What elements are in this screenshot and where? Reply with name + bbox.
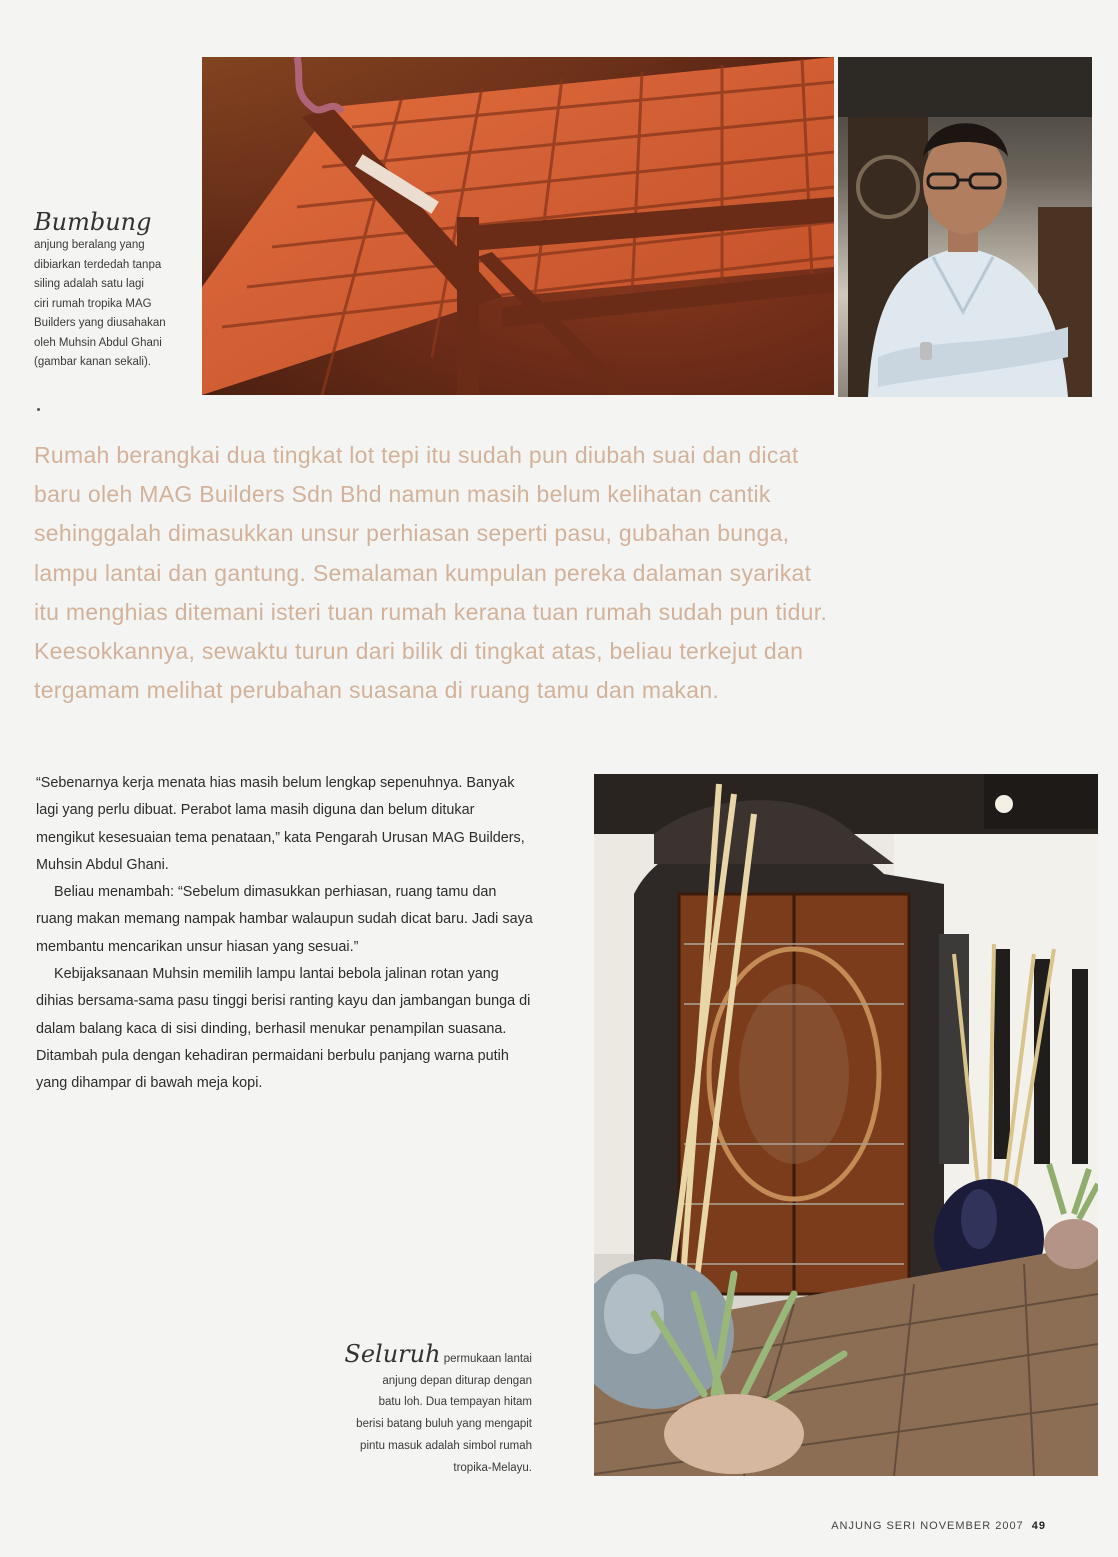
caption-first-line xyxy=(332,1340,532,1371)
lead-line: Keesokkannya, sewaktu turun dari bilik di tingkat atas, beliau terkejut dan xyxy=(34,638,804,665)
lead-line: tergamam melihat perubahan suasana di ruang tamu dan makan. xyxy=(34,677,720,704)
lead-line: Rumah berangkai dua tingkat lot tepi itu sudah pun diubah suai dan dicat xyxy=(34,442,799,468)
page-number: 49 xyxy=(1031,1520,1046,1532)
caption-line: (gambar kanan sekali). xyxy=(34,356,151,368)
lead-line: lampu lantai dan gantung. Semalaman kumpulan pereka dalaman syarikat xyxy=(34,559,812,586)
lead-line: baru oleh MAG Builders Sdn Bhd namun masih belum kelihatan cantik xyxy=(34,481,771,508)
body-paragraph: “Sebenarnya kerja menata hias masih belum lengkap sepenuhnya. Banyak lagi yang perlu dibuat. Perabot lama masih diguna dan belum ditukar mengikut kesesuaian tema penataan,” kata Pengarah Urusan MAG Builders, Muhsin Abdul Ghani. xyxy=(36,775,525,873)
body-paragraph: Beliau menambah: “Sebelum dimasukkan perhiasan, ruang tamu dan ruang makan memang nampak hambar walaupun sudah dicat baru. Jadi saya membantu mencarikan unsur hiasan yang sesuai.” xyxy=(36,884,533,955)
roof-photo xyxy=(202,57,834,395)
caption-line: oleh Muhsin Abdul Ghani xyxy=(34,336,162,349)
bullet-dot xyxy=(37,408,40,411)
caption-line: ciri rumah tropika MAG xyxy=(34,297,152,310)
publication-name: ANJUNG SERI NOVEMBER 2007 xyxy=(831,1520,1024,1532)
caption-line: permukaan lantai xyxy=(443,1353,532,1365)
caption-line: anjung depan diturap dengan xyxy=(382,1374,532,1387)
caption-script-word: Seluruh xyxy=(344,1340,441,1368)
lead-line: sehinggalah dimasukkan unsur perhiasan seperti pasu, gubahan bunga, xyxy=(34,520,790,547)
caption-line: siling adalah satu lagi xyxy=(34,278,144,290)
caption-line: berisi batang buluh yang mengapit xyxy=(356,1418,532,1431)
door-caption xyxy=(332,1340,532,1479)
caption-line: Builders yang diusahakan xyxy=(34,317,166,329)
lead-paragraph xyxy=(34,436,1034,710)
article-body xyxy=(36,770,536,1098)
body-paragraph: Kebijaksanaan Muhsin memilih lampu lantai bebola jalinan rotan yang dihias bersama-sama pasu tinggi berisi ranting kayu dan jambangan bunga di dalam balang kaca di sisi dinding, berhasil menukar penampilan suasana. Ditambah pula dengan kehadiran permaidani berbulu panjang warna putih yang dihampar di bawah meja kopi. xyxy=(36,966,531,1092)
caption-lines xyxy=(34,236,204,373)
door-photo xyxy=(594,774,1098,1476)
caption-line: dibiarkan terdedah tanpa xyxy=(34,258,162,271)
caption-line: pintu masuk adalah simbol rumah xyxy=(360,1439,532,1452)
portrait-illustration xyxy=(838,57,1092,397)
caption-lines xyxy=(332,1340,532,1479)
roof-caption xyxy=(34,208,204,373)
caption-line: batu loh. Dua tempayan hitam xyxy=(378,1396,532,1409)
page-footer xyxy=(831,1520,1046,1532)
caption-line: tropika-Melayu. xyxy=(453,1461,532,1474)
caption-script-word: Bumbung xyxy=(34,208,152,236)
door-illustration xyxy=(594,774,1098,1476)
caption-line: anjung beralang yang xyxy=(34,239,145,251)
roof-illustration xyxy=(202,57,834,395)
lead-line: itu menghias ditemani isteri tuan rumah kerana tuan rumah sudah pun tidur. xyxy=(34,598,828,625)
portrait-photo xyxy=(838,57,1092,397)
